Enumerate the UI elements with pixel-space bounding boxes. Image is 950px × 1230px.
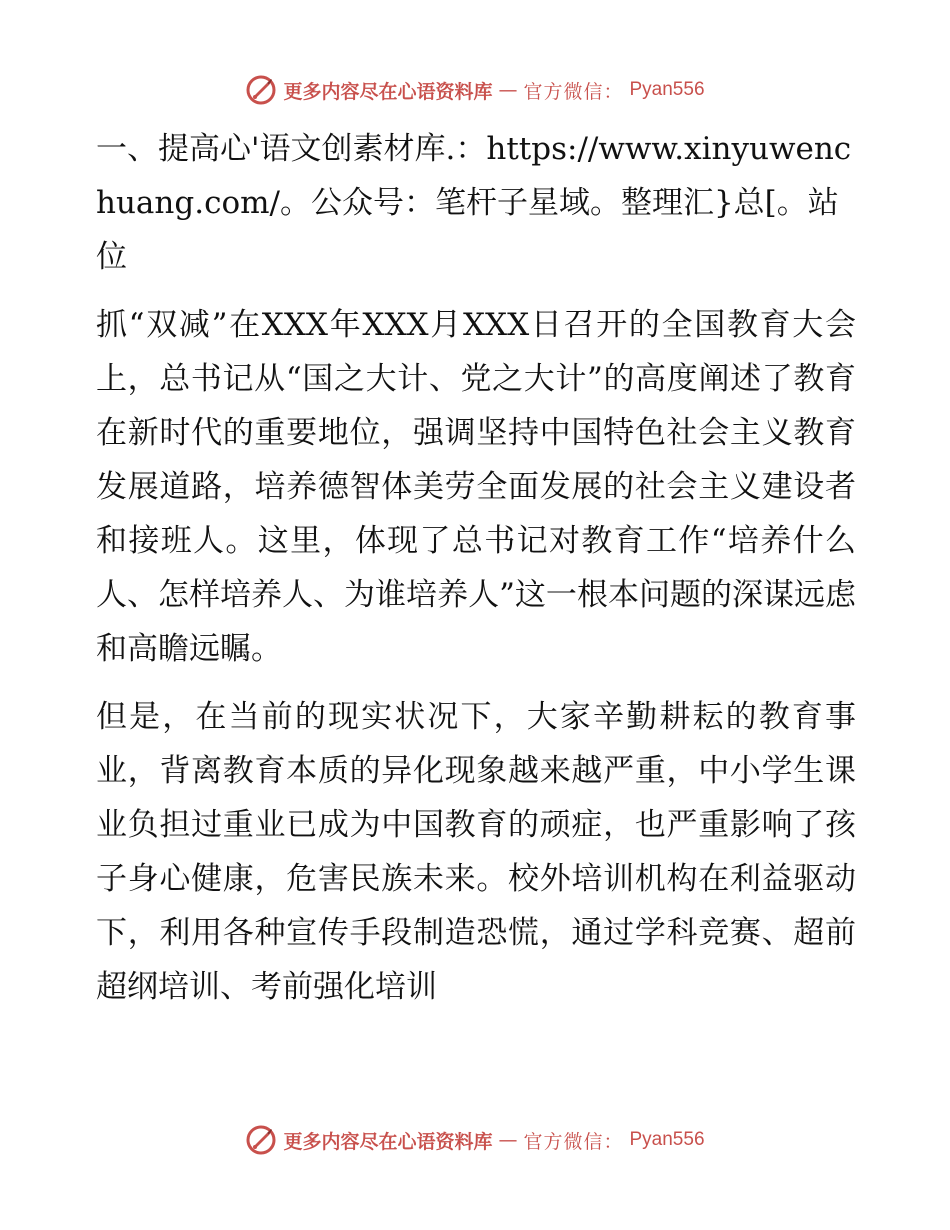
document-paragraph-1: 抓“双减”在XXX年XXX月XXX日召开的全国教育大会上，总书记从“国之大计、党之大计”的高度阐述了教育在新时代的重要地位，强调坚持中国特色社会主义教育发展道路，培养德智体美劳全面发展的社会主义建设者和接班人。这里，体现了总书记对教育工作“培养什么人、怎样培养人、为谁培养人”这一根本问题的深谋远虑和高瞻远瞩。 — [96, 307, 856, 667]
document-paragraph-2: 但是，在当前的现实状况下，大家辛勤耕耘的教育事业，背离教育本质的异化现象越来越严重，中小学生课业负担过重业已成为中国教育的顽症，也严重影响了孩子身心健康，危害民族未来。校外培训机构在利益驱动下，利用各种宣传手段制造恐慌，通过学科竞赛、超前超纲培训、考前强化培训 — [96, 699, 856, 1005]
quill-logo-icon — [245, 1124, 277, 1156]
footer-banner — [0, 1120, 950, 1160]
banner-account-label: 官方微信： — [523, 1130, 624, 1153]
document-body — [96, 122, 856, 1028]
header-banner — [0, 70, 950, 110]
banner-account-id: Pyan556 — [629, 79, 705, 100]
banner-dash: — — [498, 79, 518, 101]
banner-title: 更多内容尽在心语资料库 — [283, 80, 493, 103]
footer-banner-inner — [245, 1124, 704, 1156]
banner-account-label: 官方微信： — [523, 80, 624, 103]
banner-dash: — — [498, 1129, 518, 1151]
banner-account-id: Pyan556 — [629, 1129, 705, 1150]
quill-logo-icon — [245, 74, 277, 106]
document-heading: 一、提高心'语文创素材库.：https://www.xinyuwenchuang.com/。公众号：笔杆子星域。整理汇}总[。站位 — [96, 131, 852, 275]
header-banner-inner — [245, 74, 704, 106]
banner-title: 更多内容尽在心语资料库 — [283, 1130, 493, 1153]
